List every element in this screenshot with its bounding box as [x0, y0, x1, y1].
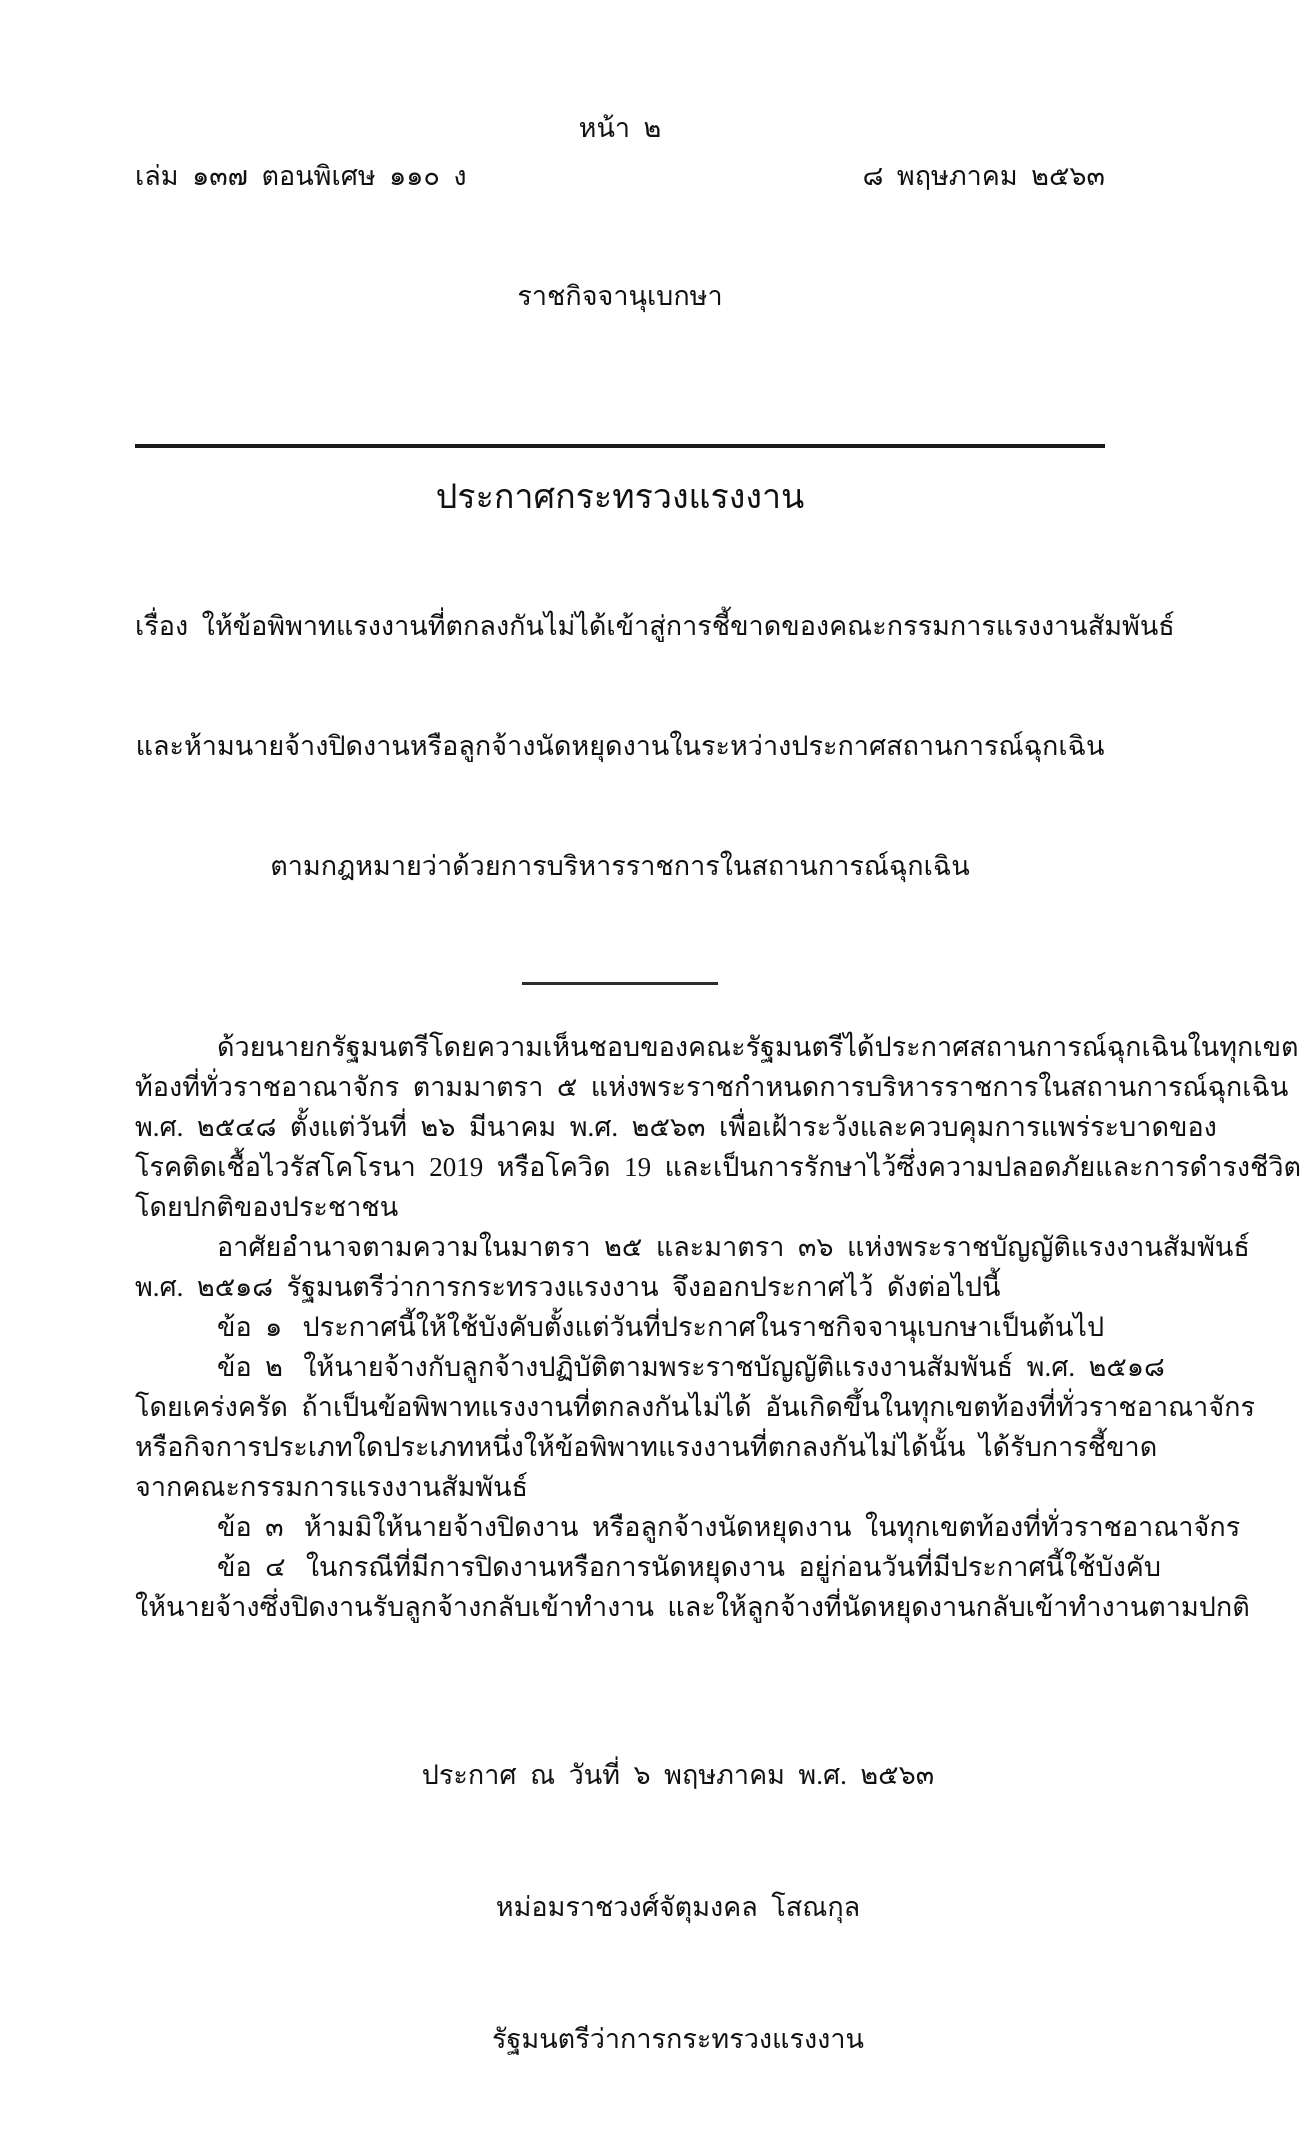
body-line: ด้วยนายกรัฐมนตรีโดยความเห็นชอบของคณะรัฐมนตรีได้ประกาศสถานการณ์ฉุกเฉินในทุกเขต — [217, 1032, 1299, 1062]
gazette-name: ราชกิจจานุเบกษา — [517, 281, 723, 311]
body-line: ข้อ ๔ ในกรณีที่มีการปิดงานหรือการนัดหยุดงาน อยู่ก่อนวันที่มีประกาศนี้ใช้บังคับ — [217, 1552, 1161, 1582]
body-line: ท้องที่ทั่วราชอาณาจักร ตามมาตรา ๕ แห่งพระราชกำหนดการบริหารราชการในสถานการณ์ฉุกเฉิน — [135, 1072, 1289, 1102]
body-line: โดยปกติของประชาชน — [135, 1192, 399, 1222]
subject-line-1: เรื่อง ให้ข้อพิพาทแรงงานที่ตกลงกันไม่ได้เข้าสู่การชี้ขาดของคณะกรรมการแรงงานสัมพันธ์ — [135, 611, 1175, 641]
body-line: พ.ศ. ๒๕๑๘ รัฐมนตรีว่าการกระทรวงแรงงาน จึงออกประกาศไว้ ดังต่อไปนี้ — [135, 1272, 1001, 1302]
body-line: ข้อ ๑ ประกาศนี้ให้ใช้บังคับตั้งแต่วันที่ประกาศในราชกิจจานุเบกษาเป็นต้นไป — [217, 1312, 1105, 1342]
page-number-label: หน้า ๒ — [578, 113, 662, 143]
volume-issue-label: เล่ม ๑๓๗ ตอนพิเศษ ๑๑๐ ง — [135, 161, 467, 191]
gazette-header-row — [135, 156, 1105, 436]
body-line: โดยเคร่งครัด ถ้าเป็นข้อพิพาทแรงงานที่ตกลงกันไม่ได้ อันเกิดขึ้นในทุกเขตท้องที่ทั่วราชอาณาจักร — [135, 1392, 1255, 1422]
gazette-date: ๘ พฤษภาคม ๒๕๖๓ — [862, 161, 1105, 191]
header-divider-rule — [135, 444, 1105, 448]
document-title: ประกาศกระทรวงแรงงาน — [435, 479, 805, 516]
body-text — [135, 1027, 1301, 1627]
body-line: จากคณะกรรมการแรงงานสัมพันธ์ — [135, 1472, 529, 1502]
body-line: ข้อ ๓ ห้ามมิให้นายจ้างปิดงาน หรือลูกจ้างนัดหยุดงาน ในทุกเขตท้องที่ทั่วราชอาณาจักร — [217, 1512, 1241, 1542]
subject-line-3: ตามกฎหมายว่าด้วยการบริหารราชการในสถานการณ์ฉุกเฉิน — [270, 851, 970, 881]
body-line: ข้อ ๒ ให้นายจ้างกับลูกจ้างปฏิบัติตามพระราชบัญญัติแรงงานสัมพันธ์ พ.ศ. ๒๕๑๘ — [217, 1352, 1165, 1382]
body-line: หรือกิจการประเภทใดประเภทหนึ่งให้ข้อพิพาทแรงงานที่ตกลงกันไม่ได้นั้น ได้รับการชี้ขาด — [135, 1432, 1158, 1462]
signature-block — [193, 1665, 1163, 2149]
signature-name: หม่อมราชวงศ์จัตุมงคล โสณกุล — [495, 1892, 861, 1922]
body-line: โรคติดเชื้อไวรัสโคโรนา 2019 หรือโควิด 19 และเป็นการรักษาไว้ซึ่งความปลอดภัยและการดำรงชีวิต — [135, 1152, 1301, 1182]
signature-date-line: ประกาศ ณ วันที่ ๖ พฤษภาคม พ.ศ. ๒๕๖๓ — [421, 1760, 935, 1790]
body-line: อาศัยอำนาจตามความในมาตรา ๒๕ และมาตรา ๓๖ แห่งพระราชบัญญัติแรงงานสัมพันธ์ — [217, 1232, 1250, 1262]
subject-block — [135, 526, 1175, 966]
subject-line-2: และห้ามนายจ้างปิดงานหรือลูกจ้างนัดหยุดงานในระหว่างประกาศสถานการณ์ฉุกเฉิน — [135, 731, 1105, 761]
signature-position: รัฐมนตรีว่าการกระทรวงแรงงาน — [492, 2024, 864, 2054]
body-line: พ.ศ. ๒๕๔๘ ตั้งแต่วันที่ ๒๖ มีนาคม พ.ศ. ๒๕๖๓ เพื่อเฝ้าระวังและควบคุมการแพร่ระบาดของ — [135, 1112, 1217, 1142]
section-divider-rule — [522, 982, 718, 985]
body-line: ให้นายจ้างซึ่งปิดงานรับลูกจ้างกลับเข้าทำงาน และให้ลูกจ้างที่นัดหยุดงานกลับเข้าทำงานตามปกติ — [135, 1592, 1250, 1622]
